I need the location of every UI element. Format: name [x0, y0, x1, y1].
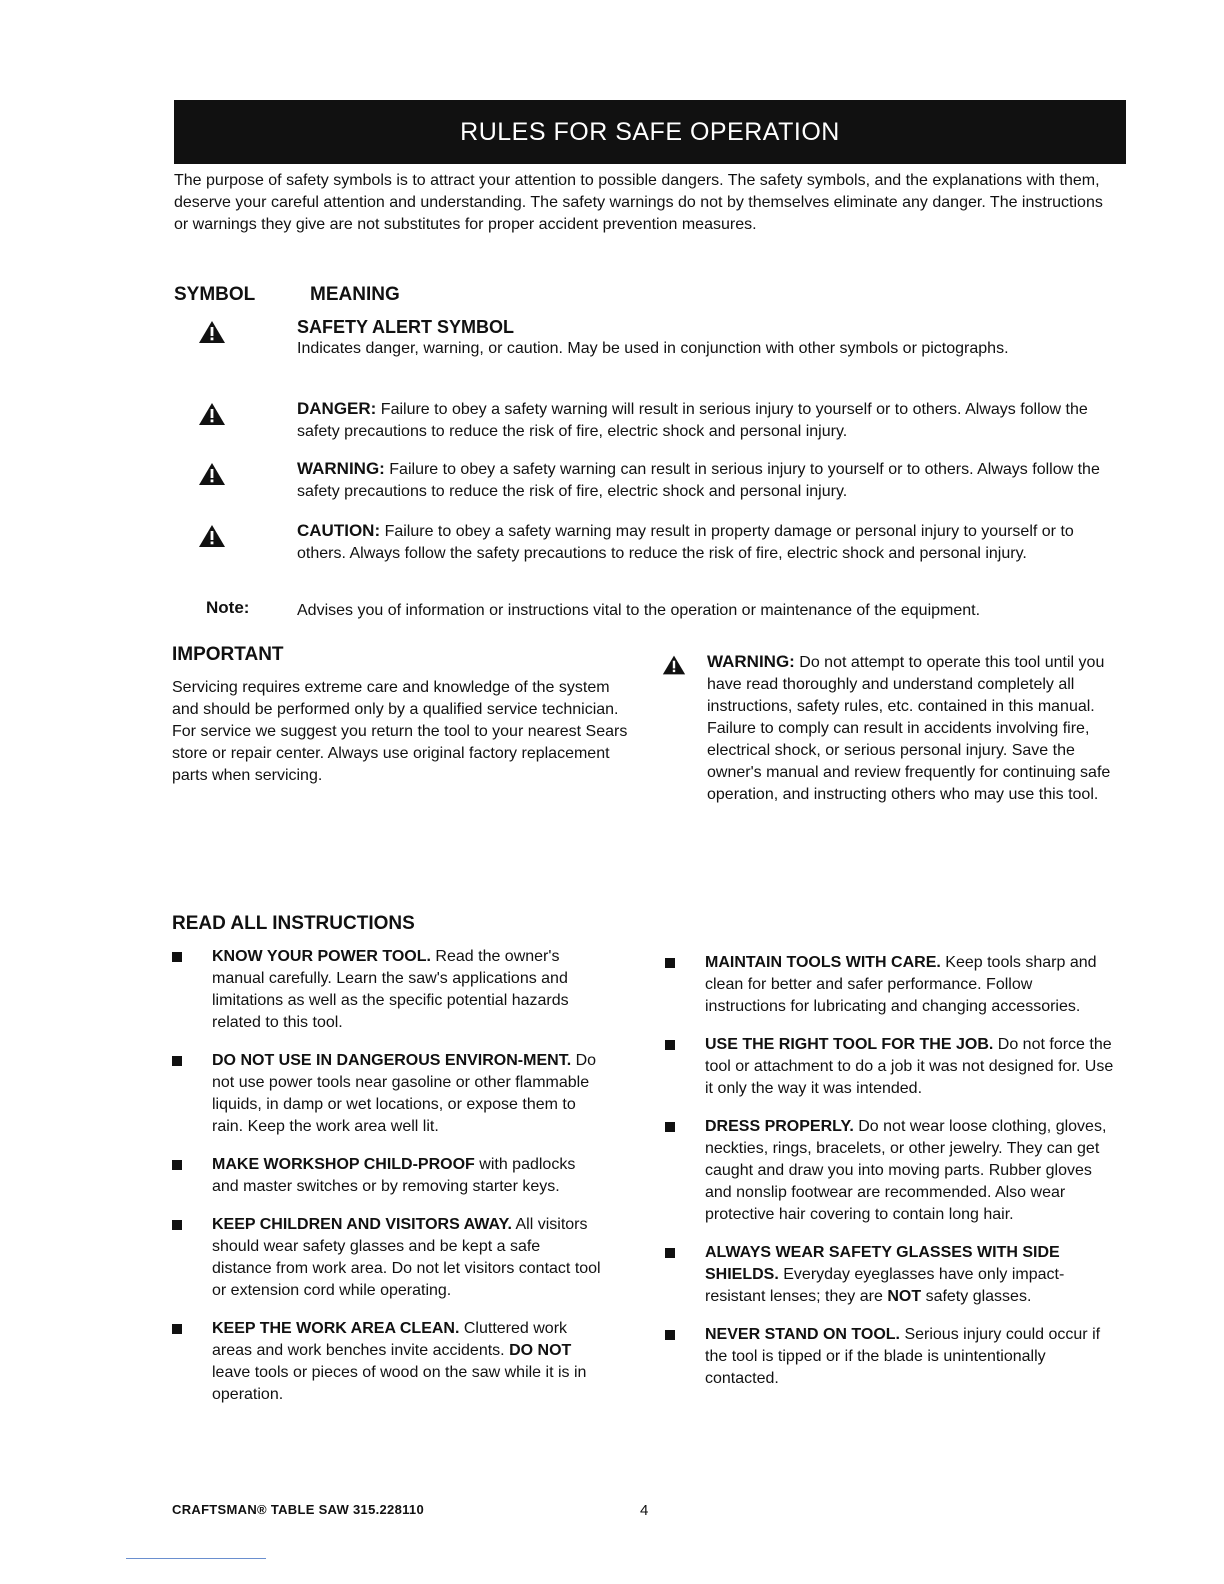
rule-emphasis: NOT [887, 1288, 922, 1305]
rule-item [172, 1214, 602, 1302]
rule-text: Do not use power tools near gasoline or other flammable liquids, in damp or wet locations, or expose them to rain. Keep the work area well lit. [212, 1052, 597, 1135]
bullet-square-icon [665, 1330, 675, 1340]
rule-text: with padlocks and master switches or by removing starter keys. [212, 1156, 576, 1195]
rule-title: DRESS PROPERLY. [705, 1118, 854, 1135]
bullet-square-icon [665, 1248, 675, 1258]
bullet-square-icon [172, 1220, 182, 1230]
important-text: Servicing requires extreme care and knowledge of the system and should be performed only by a qualified service technician. For service we suggest you return the tool to your nearest Sears store or repair center. Always use original factory replacement parts when servicing. [172, 679, 628, 784]
alert-title: SAFETY ALERT SYMBOL [297, 317, 515, 337]
warning-alert-icon [198, 462, 226, 486]
alert-text: Indicates danger, warning, or caution. May be used in conjunction with other symbols or pictographs. [297, 340, 1009, 357]
rule-item [665, 1242, 1115, 1308]
rule-title: MAKE WORKSHOP CHILD-PROOF [212, 1156, 475, 1173]
rule-text: Keep tools sharp and clean for better and safer performance. Follow instructions for lubricating and changing accessories. [705, 954, 1097, 1015]
rule-item [172, 946, 602, 1034]
bullet-square-icon [172, 1324, 182, 1334]
caution-alert-icon [198, 524, 226, 548]
symbol-column-header: SYMBOL [174, 284, 256, 305]
rule-text: Everyday eyeglasses have only impact-resistant lenses; they are [705, 1266, 1065, 1305]
caution-label: CAUTION: [297, 521, 381, 540]
note-label: Note: [206, 598, 250, 617]
page-title: RULES FOR SAFE OPERATION [460, 117, 840, 146]
footer-brand: CRAFTSMAN® TABLE SAW 315.228110 [172, 1502, 424, 1517]
meaning-column-header: MEANING [310, 284, 400, 305]
rule-item [665, 1324, 1115, 1390]
rule-text: All visitors should wear safety glasses and be kept a safe distance from work area. Do not let visitors contact tool or extension cord while operating. [212, 1216, 601, 1299]
note-text: Advises you of information or instructions vital to the operation or maintenance of the equipment. [297, 602, 981, 619]
page-title-banner [174, 100, 1126, 164]
rule-text-tail: leave tools or pieces of wood on the saw while it is in operation. [212, 1364, 587, 1403]
rule-emphasis: DO NOT [509, 1342, 572, 1359]
rule-item [665, 952, 1115, 1018]
bullet-square-icon [665, 1122, 675, 1132]
rule-item [172, 1154, 602, 1198]
rules-left-column [172, 946, 602, 1422]
rule-text: Cluttered work areas and work benches invite accidents. [212, 1320, 568, 1359]
warning-box-label: WARNING: [707, 652, 795, 671]
warning-box [707, 651, 1119, 806]
rule-text: Serious injury could occur if the tool is tipped or if the blade is unintentionally contacted. [705, 1326, 1101, 1387]
read-all-heading: READ ALL INSTRUCTIONS [172, 913, 415, 934]
rules-right-column [665, 952, 1115, 1406]
rule-title: KEEP THE WORK AREA CLEAN. [212, 1320, 460, 1337]
warning-box-alert-icon [662, 654, 686, 676]
bullet-square-icon [172, 952, 182, 962]
danger-alert-icon [198, 402, 226, 426]
bullet-square-icon [172, 1160, 182, 1170]
bullet-square-icon [172, 1056, 182, 1066]
bullet-square-icon [665, 1040, 675, 1050]
rule-title: USE THE RIGHT TOOL FOR THE JOB. [705, 1036, 994, 1053]
safety-alert-icon [198, 320, 226, 344]
bullet-square-icon [665, 958, 675, 968]
rule-title: DO NOT USE IN DANGEROUS ENVIRON-MENT. [212, 1052, 572, 1069]
bottom-divider [126, 1558, 266, 1559]
warning-label: WARNING: [297, 459, 385, 478]
page-number: 4 [640, 1502, 649, 1519]
rule-title: KNOW YOUR POWER TOOL. [212, 948, 431, 965]
rule-title: KEEP CHILDREN AND VISITORS AWAY. [212, 1216, 512, 1233]
rule-title: ALWAYS WEAR SAFETY GLASSES WITH SIDE SHIELDS. [705, 1244, 1060, 1283]
intro-paragraph: The purpose of safety symbols is to attract your attention to possible dangers. The safety symbols, and the explanations with them, deserve your careful attention and understanding. The safety warnings do not by themselves eliminate any danger. The instructions or warnings they give are not substitutes for proper accident prevention measures. [174, 172, 1103, 233]
rule-text: Do not wear loose clothing, gloves, neckties, rings, bracelets, or other jewelry. They can get caught and draw you into moving parts. Rubber gloves and nonslip footwear are recommended. Also wear protective hair covering to contain long hair. [705, 1118, 1107, 1223]
rule-text: Read the owner's manual carefully. Learn the saw's applications and limitations as well as the specific potential hazards related to this tool. [212, 948, 569, 1031]
rule-title: MAINTAIN TOOLS WITH CARE. [705, 954, 941, 971]
rule-item [665, 1116, 1115, 1226]
important-heading: IMPORTANT [172, 644, 284, 665]
rule-item [665, 1034, 1115, 1100]
rule-item [172, 1318, 602, 1406]
danger-text: Failure to obey a safety warning will result in serious injury to yourself or to others. Always follow the safety precautions to reduce the risk of fire, electric shock and personal injury. [297, 401, 1088, 440]
rule-item [172, 1050, 602, 1138]
rule-text-tail: safety glasses. [925, 1288, 1032, 1305]
caution-text: Failure to obey a safety warning may result in property damage or personal injury to yourself or to others. Always follow the safety precautions to reduce the risk of fire, electric shock and personal injury. [297, 523, 1074, 562]
rule-title: NEVER STAND ON TOOL. [705, 1326, 900, 1343]
warning-text: Failure to obey a safety warning can result in serious injury to yourself or to others. Always follow the safety precautions to reduce the risk of fire, electric shock and personal injury. [297, 461, 1100, 500]
rule-text: Do not force the tool or attachment to do a job it was not designed for. Use it only the way it was intended. [705, 1036, 1114, 1097]
warning-box-text: Do not attempt to operate this tool until you have read thoroughly and understand completely all instructions, safety rules, etc. contained in this manual. Failure to comply can result in accidents involving fire, electrical shock, or serious personal injury. Save the owner's manual and review frequently for continuing safe operation, and instructing others who may use this tool. [707, 654, 1111, 803]
danger-label: DANGER: [297, 399, 377, 418]
